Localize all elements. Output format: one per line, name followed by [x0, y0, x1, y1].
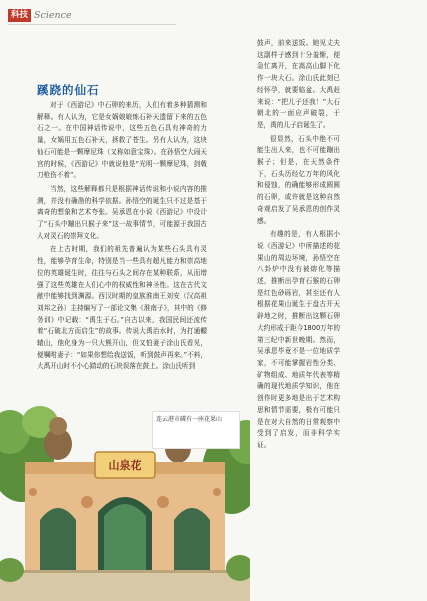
- section-header: [8, 8, 72, 22]
- section-tag-en: Science: [34, 9, 72, 21]
- right-paragraph-1: 鼓声，前来送饭。她见丈夫这副样子感到十分羞惭，便急忙离开，在嵩高山脚下化作一块大石。涂山氏此刻已经怀孕，就要临盆。大禹赶来说：“把儿子还我！”大石朝北的一面应声破裂，于是，禹的儿子启诞生了。: [257, 39, 340, 129]
- right-paragraph-2: 很显然，石头中绝不可能生出人来，也不可能蹦出猴子；但是，在天然条件下，石头历经亿万年的风化和侵蚀，的确能够形成圆圆的石卵，或许就是这种自然奇观启发了吴承恩的创作灵感。: [257, 134, 340, 225]
- left-paragraph-2: 当然，这些解释都只是根据神话传说和小说内容的推测，并没有确凿的科学依据。孙悟空的诞生只不过是基于离奇的想象和艺术夸张。吴承恩在小说《西游记》中设计了“石头中蹦出只猴子来”这一故事情节，可能源于我国古人对灵石的崇拜文化。: [37, 184, 207, 240]
- section-tag: 科技: [8, 9, 31, 22]
- right-column: [257, 38, 340, 454]
- left-column: [37, 100, 207, 375]
- left-paragraph-1: 对于《西游记》中石卵的来历，人们有着多种猜测和解释。有人认为，它是女娲娘娘炼石补天遗留下来的五色石之一。在中国神话传说中，这些五色石具有神奇的力量，女娲用五色石补天，拯救了苍生。另有人认为，这块仙石可能是一颗摩尼珠（又称如意宝珠）。在孙悟空大闹天宫的时候，《西游记》中就说他是“光明一颗摩尼珠，剑戟刀枪伤不着”。: [37, 101, 207, 180]
- header-divider: [8, 24, 176, 25]
- figure-caption: 连云港市磷有一座花果山: [156, 416, 223, 423]
- right-paragraph-3: 有趣的是，有人根据小说《西游记》中所描述的花果山的周边环境，孙悟空在八卦炉中没有被熔化等描述，推断出孕育石猴的石卵是红色砂砾岩，甚至还有人根据花果山诞生于盘古开天辟地之时，推断出这颗石卵大约形成于距今1800万年的第三纪中新世晚期。然而，吴承恩毕竟不是一位地质学家，不可能掌握岩性分类、矿物组成、地质年代表等精确的现代地质学知识，他在创作时更多地是出于艺术构思和情节需要，极有可能只是在对大自然的日常观察中受到了启发，而非科学实证。: [257, 230, 340, 449]
- gate-sign-text: 山泉花: [108, 459, 142, 472]
- article-title: 蹊跷的仙石: [37, 83, 100, 97]
- left-paragraph-3: 在上古时期，我们的祖先普遍认为某些石头具有灵性，能够孕育生命，特别是当一些具有超凡能力和崇高地位的英雄诞生时，往往与石头之间存在某种联系，从而增强了这些英雄在人们心中的权威性和神圣性。这在古代文献中能够找到渊源。西汉时期的皇族淮南王刘安（汉高祖刘邦之孙）主持编写了一部论文集《淮南子》，其中的《修务训》中记载：“禹生于石。”自古以来，我国民间还流传着“石破北方而启生”的故事。传说大禹治水时，为打通轘辕山，他化身为一只大熊开山，但又怕妻子涂山氏看见，便嘱咐妻子：“如果你想给我送饭，听到鼓声再来。”不料，大禹开山时不小心踏动的石块误落在鼓上。涂山氏听到: [37, 245, 207, 371]
